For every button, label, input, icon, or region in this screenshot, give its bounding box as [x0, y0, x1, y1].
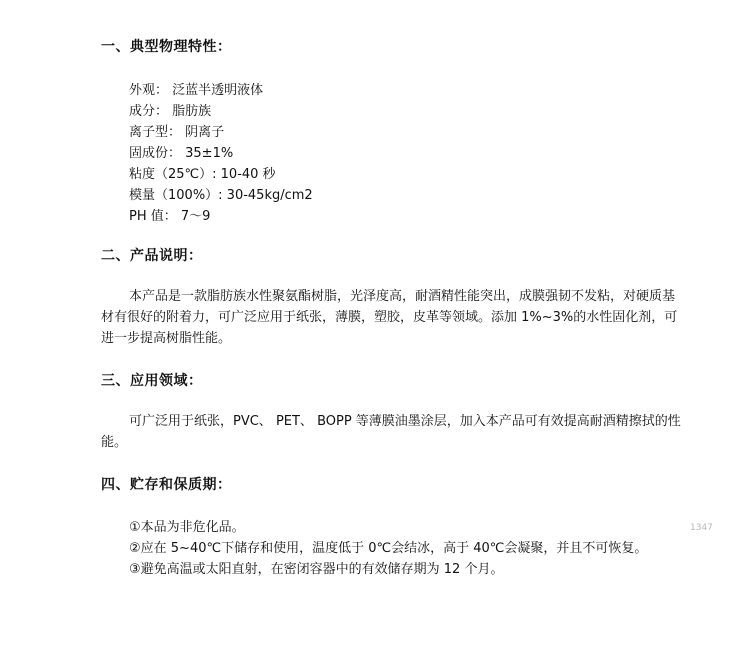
- property-appearance: 外观： 泛蓝半透明液体: [129, 83, 264, 98]
- property-ph: PH 值： 7～9: [129, 209, 211, 224]
- section-2-paragraph: 本产品是一款脂肪族水性聚氨酯树脂，光泽度高，耐酒精性能突出，成膜强韧不发粘，对硬质基材有很好的附着力，可广泛应用于纸张，薄膜，塑胶，皮革等领域。添加 1%~3%的水性固化剂，可进一步提高树脂性能。: [101, 289, 678, 346]
- section-2-heading: 二、产品说明：: [101, 248, 203, 264]
- storage-item-2: ②应在 5~40℃下储存和使用，温度低于 0℃会结冰，高于 40℃会凝聚，并且不可恢复。: [129, 541, 648, 556]
- storage-item-1: ①本品为非危化品。: [129, 520, 245, 535]
- property-modulus: 模量（100%）: 30-45kg/cm2: [129, 188, 313, 203]
- section-3-heading: 三、应用领域：: [101, 373, 203, 389]
- storage-item-3: ③避免高温或太阳直射，在密闭容器中的有效储存期为 12 个月。: [129, 562, 504, 577]
- section-3-paragraph: 可广泛用于纸张，PVC、 PET、 BOPP 等薄膜油墨涂层，加入本产品可有效提高耐酒精擦拭的性能。: [101, 414, 681, 450]
- property-ionic-type: 离子型： 阴离子: [129, 125, 225, 140]
- section-1-heading: 一、典型物理特性：: [101, 39, 232, 55]
- page-id: 1347: [690, 523, 713, 533]
- property-composition: 成分： 脂肪族: [129, 104, 212, 119]
- section-4-heading: 四、贮存和保质期：: [101, 477, 232, 493]
- property-viscosity: 粘度（25℃）: 10-40 秒: [129, 167, 276, 182]
- property-solid-content: 固成份： 35±1%: [129, 146, 234, 161]
